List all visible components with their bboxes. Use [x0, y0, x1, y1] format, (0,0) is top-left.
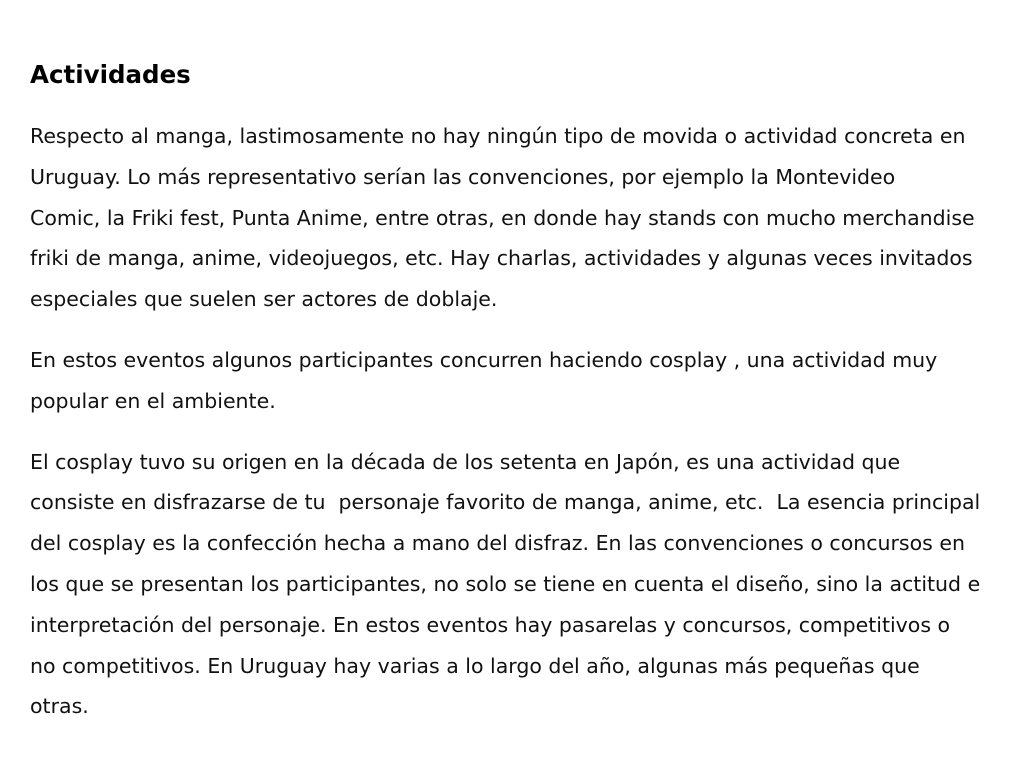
section-heading: Actividades	[30, 60, 191, 89]
paragraph-line: especiales que suelen ser actores de doblaje.	[30, 287, 498, 312]
paragraph-line: friki de manga, anime, videojuegos, etc. Hay charlas, actividades y algunas veces invitados	[30, 246, 973, 271]
article	[30, 56, 1012, 747]
paragraph-line: En estos eventos algunos participantes concurren haciendo cosplay , una actividad muy	[30, 347, 938, 372]
paragraph-cosplay-origin	[30, 442, 1012, 728]
paragraph-line: El cosplay tuvo su origen en la década de los setenta en Japón, es una actividad que	[30, 449, 901, 474]
paragraph-line: popular en el ambiente.	[30, 388, 276, 413]
paragraph-line: Uruguay. Lo más representativo serían las convenciones, por ejemplo la Montevideo	[30, 164, 896, 189]
paragraph-line: otras.	[30, 694, 89, 719]
paragraph-line: interpretación del personaje. En estos eventos hay pasarelas y concursos, competitivos o	[30, 612, 951, 637]
paragraph-line: no competitivos. En Uruguay hay varias a lo largo del año, algunas más pequeñas que	[30, 653, 920, 678]
paragraph-line: del cosplay es la confección hecha a mano del disfraz. En las convenciones o concursos en	[30, 531, 965, 556]
paragraph-line: Comic, la Friki fest, Punta Anime, entre otras, en donde hay stands con mucho merchandise	[30, 205, 975, 230]
paragraph-manga-activities	[30, 116, 1012, 320]
paragraph-line: los que se presentan los participantes, no solo se tiene en cuenta el diseño, sino la actitud e	[30, 571, 981, 596]
paragraph-line: Respecto al manga, lastimosamente no hay ningún tipo de movida o actividad concreta en	[30, 124, 966, 148]
paragraph-cosplay-events	[30, 340, 1012, 422]
paragraph-line: consiste en disfrazarse de tu personaje favorito de manga, anime, etc. La esencia principal	[30, 490, 981, 515]
